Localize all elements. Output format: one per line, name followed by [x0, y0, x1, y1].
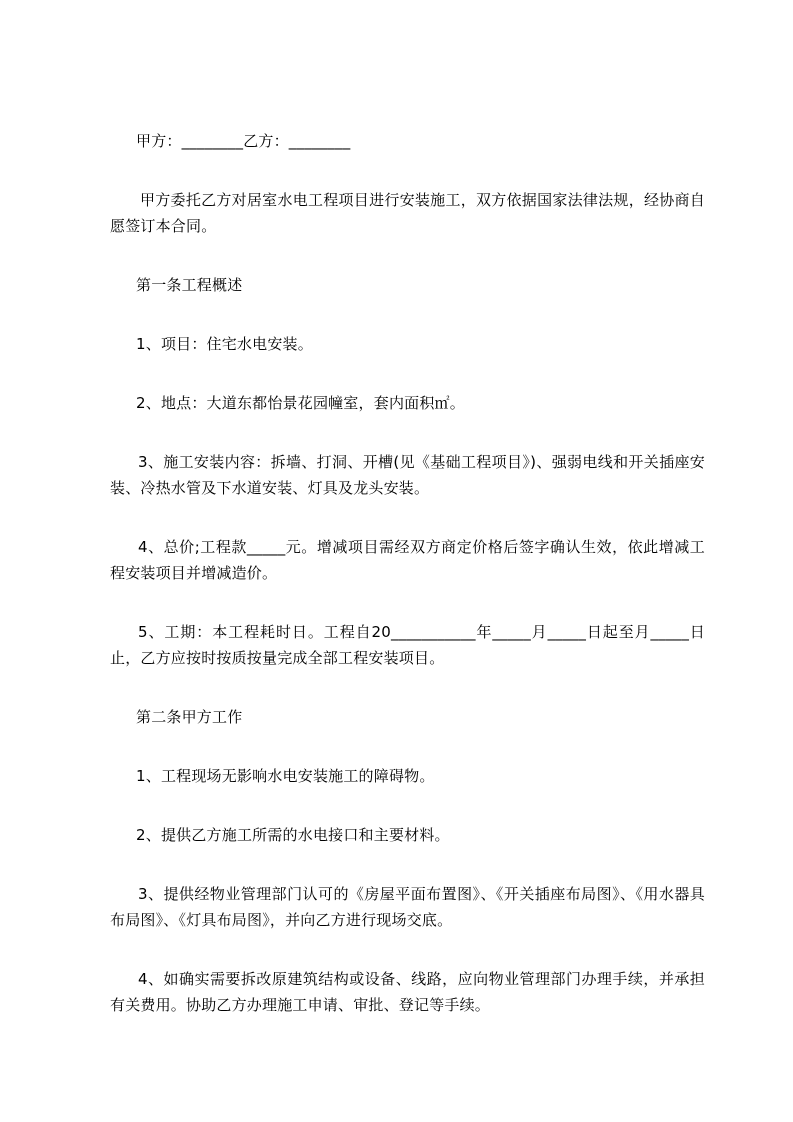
parties-line: 甲方：________乙方：________	[136, 132, 351, 150]
section-2-item-4: 4、如确实需要拆改原建筑结构或设备、线路，应向物业管理部门办理手续，并承担有关费用。协助乙方办理施工申请、审批、登记等手续。	[110, 970, 705, 1014]
section-1-heading: 第一条工程概述	[136, 276, 243, 294]
section-1-item-5: 5、工期：本工程耗时日。工程自20___________年_____月_____日起至月_____日止，乙方应按时按质按量完成全部工程安装项目。	[110, 623, 705, 667]
section-1-item-1: 1、项目：住宅水电安装。	[136, 335, 313, 353]
section-2-item-2: 2、提供乙方施工所需的水电接口和主要材料。	[136, 826, 450, 844]
section-2-item-1: 1、工程现场无影响水电安装施工的障碍物。	[136, 767, 435, 785]
section-1-item-4: 4、总价;工程款_____元。增减项目需经双方商定价格后签字确认生效，依此增减工程安装项目并增减造价。	[110, 538, 705, 582]
section-2-heading: 第二条甲方工作	[136, 708, 243, 726]
section-1-item-3: 3、施工安装内容：拆墙、打洞、开槽(见《基础工程项目》)、强弱电线和开关插座安装、冷热水管及下水道安装、灯具及龙头安装。	[110, 453, 705, 497]
section-2-item-3: 3、提供经物业管理部门认可的《房屋平面布置图》、《开关插座布局图》、《用水器具布局图》、《灯具布局图》，并向乙方进行现场交底。	[110, 885, 705, 929]
intro-paragraph: 甲方委托乙方对居室水电工程项目进行安装施工，双方依据国家法律法规，经协商自愿签订本合同。	[110, 191, 705, 235]
document-body	[110, 128, 705, 1018]
section-1-item-2: 2、地点：大道东都怡景花园幢室，套内面积㎡。	[136, 394, 465, 412]
